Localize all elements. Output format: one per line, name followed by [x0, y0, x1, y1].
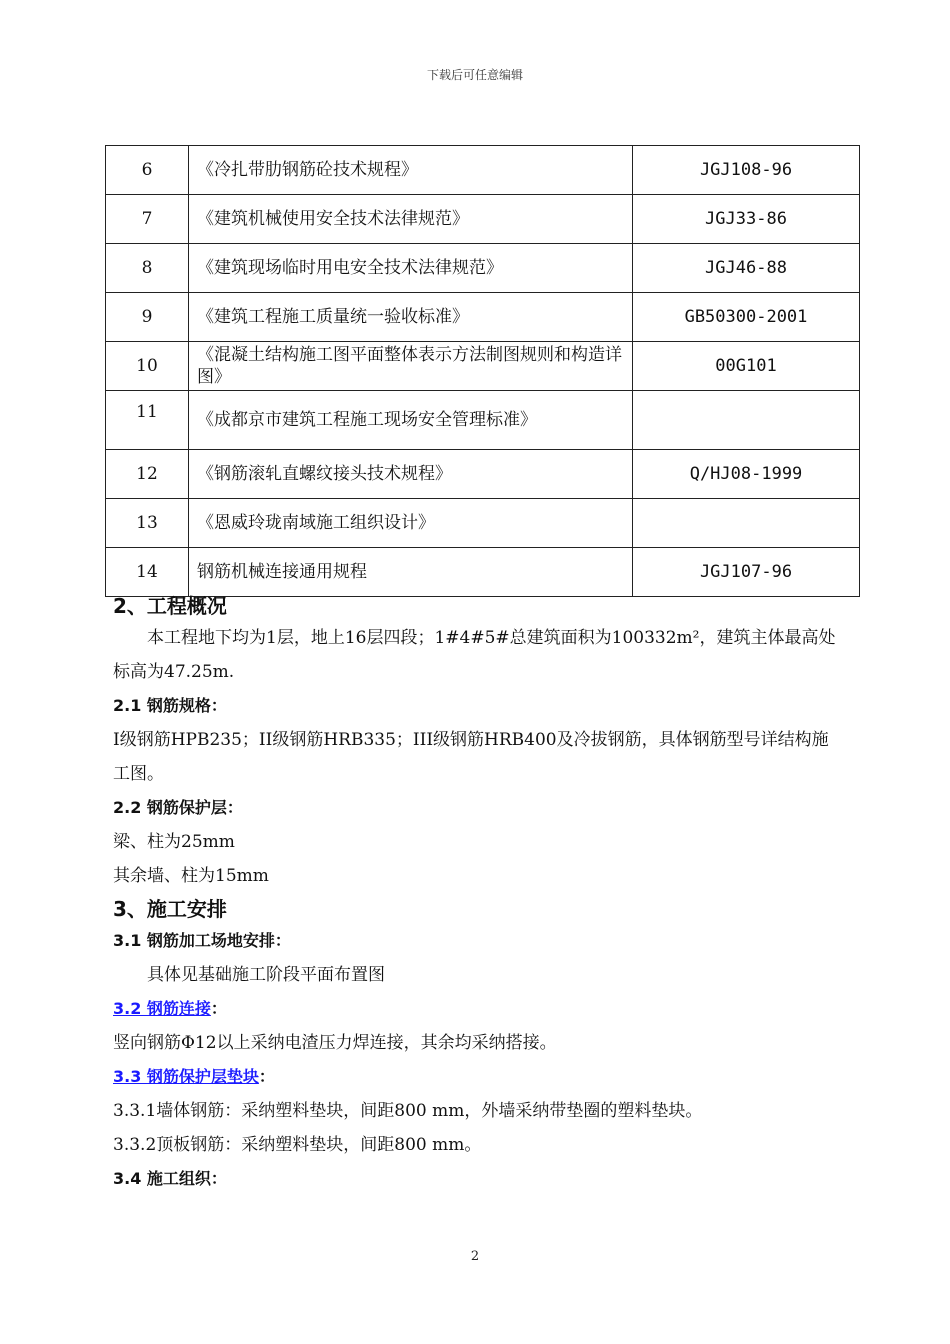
standard-name: 《钢筋滚轧直螺纹接头技术规程》	[189, 450, 633, 499]
rebar-spec-paragraph: I级钢筋HPB235；II级钢筋HRB335；III级钢筋HRB400及冷拔钢筋，具体钢筋型号详结构施工图。	[113, 730, 829, 784]
table-row	[106, 391, 860, 450]
cover-line: 梁、柱为25mm	[113, 832, 235, 852]
subsection-heading: 2.1 钢筋规格：	[113, 696, 227, 715]
cover-block-link[interactable]: 3.3 钢筋保护层垫块	[113, 1067, 259, 1086]
standard-name: 《成都京市建筑工程施工现场安全管理标准》	[189, 391, 633, 450]
subsection-heading: 3.4 施工组织：	[113, 1169, 227, 1188]
table-row	[106, 293, 860, 342]
subsection-heading	[113, 992, 843, 1026]
row-number: 9	[106, 293, 189, 342]
header-note: 下载后可任意编辑	[426, 68, 523, 82]
row-number: 10	[106, 342, 189, 391]
row-number: 11	[106, 391, 189, 450]
standard-name: 《恩威玲珑南域施工组织设计》	[189, 499, 633, 548]
connection-paragraph: 竖向钢筋Φ12以上采纳电渣压力焊连接，其余均采纳搭接。	[113, 1033, 557, 1053]
table-row	[106, 342, 860, 391]
rebar-connection-link[interactable]: 3.2 钢筋连接	[113, 999, 211, 1018]
standard-code: JGJ46-88	[633, 244, 860, 293]
standard-name: 《建筑机械使用安全技术法律规范》	[189, 195, 633, 244]
standard-name: 《建筑工程施工质量统一验收标准》	[189, 293, 633, 342]
subsection-heading	[113, 1060, 843, 1094]
standard-name: 《建筑现场临时用电安全技术法律规范》	[189, 244, 633, 293]
table-row	[106, 450, 860, 499]
heading-colon: ：	[210, 999, 227, 1018]
standard-code: Q/HJ08-1999	[633, 450, 860, 499]
row-number: 8	[106, 244, 189, 293]
standard-code	[633, 499, 860, 548]
table-row	[106, 195, 860, 244]
standard-code: 00G101	[633, 342, 860, 391]
standard-name: 《冷扎带肋钢筋砼技术规程》	[189, 146, 633, 195]
standards-table	[105, 145, 860, 597]
standard-code: JGJ107-96	[633, 548, 860, 597]
spacer-block-line: 3.3.2顶板钢筋：采纳塑料垫块，间距800 mm。	[113, 1135, 482, 1155]
row-number: 14	[106, 548, 189, 597]
document-body	[113, 591, 843, 1196]
row-number: 13	[106, 499, 189, 548]
table-row	[106, 548, 860, 597]
row-number: 7	[106, 195, 189, 244]
standard-name: 《混凝土结构施工图平面整体表示方法制图规则和构造详图》	[189, 342, 633, 391]
section-heading: 2、工程概况	[113, 594, 227, 618]
table-row	[106, 499, 860, 548]
row-number: 12	[106, 450, 189, 499]
table-row	[106, 146, 860, 195]
standard-code: GB50300-2001	[633, 293, 860, 342]
heading-colon: ：	[258, 1067, 275, 1086]
row-number: 6	[106, 146, 189, 195]
subsection-heading: 3.1 钢筋加工场地安排：	[113, 931, 291, 950]
standard-name: 钢筋机械连接通用规程	[189, 548, 633, 597]
standard-code: JGJ108-96	[633, 146, 860, 195]
standard-code	[633, 391, 860, 450]
cover-line: 其余墙、柱为15mm	[113, 866, 269, 886]
spacer-block-line: 3.3.1墙体钢筋：采纳塑料垫块，间距800 mm，外墙采纳带垫圈的塑料垫块。	[113, 1101, 703, 1121]
subsection-heading: 2.2 钢筋保护层：	[113, 798, 243, 817]
section-heading: 3、施工安排	[113, 897, 227, 921]
page-number: 2	[470, 1249, 480, 1264]
overview-paragraph: 本工程地下均为1层，地上16层四段；1#4#5#总建筑面积为100332m²，建筑主体最高处标高为47.25m.	[113, 628, 836, 682]
site-layout-paragraph: 具体见基础施工阶段平面布置图	[147, 965, 385, 985]
standard-code: JGJ33-86	[633, 195, 860, 244]
table-row	[106, 244, 860, 293]
